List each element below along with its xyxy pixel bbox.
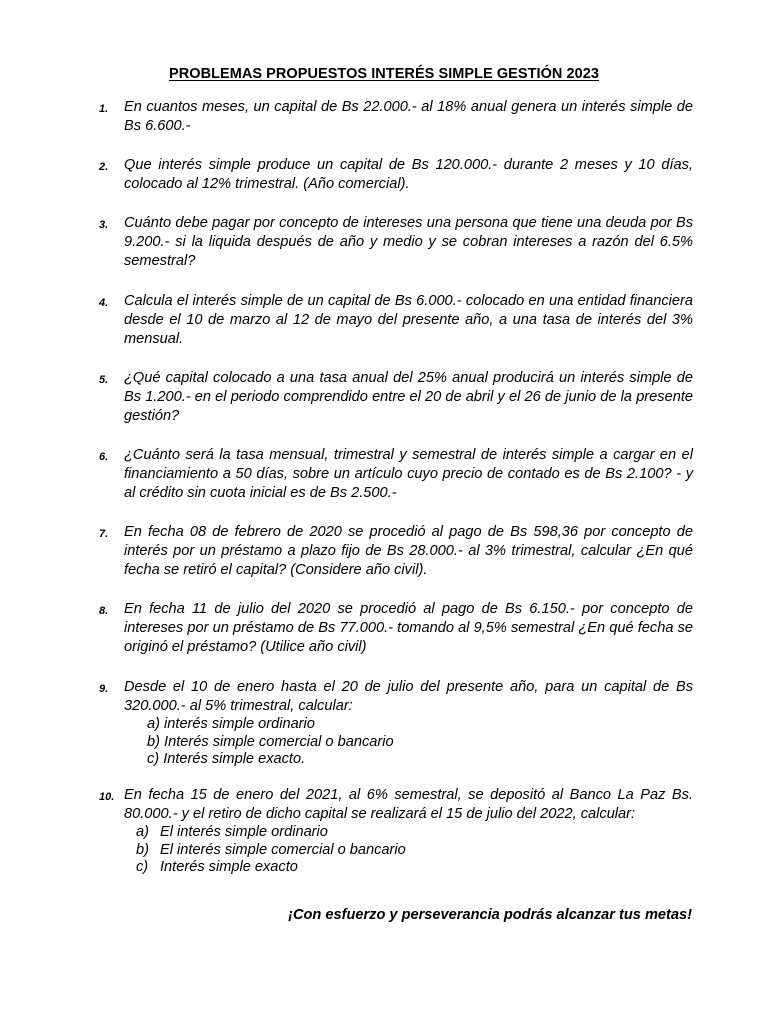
problem-text: Cuánto debe pagar por concepto de intereses una persona que tiene una deuda por Bs 9.200.- si la liquida después de año y medio y se cobran intereses a razón del 6.5% semestral? (124, 215, 693, 269)
problem-number: 2. (99, 161, 109, 173)
problem-number: 6. (99, 451, 109, 463)
problem-text: ¿Qué capital colocado a una tasa anual del 25% anual producirá un interés simple de Bs 1.200.- en el periodo comprendido entre el 20 de abril y el 26 de junio de la presente gestión? (124, 370, 693, 424)
subitem: a) interés simple ordinario (147, 716, 315, 732)
problem-item (99, 214, 693, 271)
problem-number: 3. (99, 219, 109, 231)
subitem-list (147, 716, 693, 769)
subitem (136, 859, 693, 877)
problem-text: En fecha 08 de febrero de 2020 se procedió al pago de Bs 598,36 por concepto de interés por un préstamo a plazo fijo de Bs 28.000.- al 3% trimestral, calcular ¿En qué fecha se retiró el capital? (Considere año civil). (124, 524, 693, 578)
closing-motto: ¡Con esfuerzo y perseverancia podrás alcanzar tus metas! (288, 907, 692, 923)
problem-text: Desde el 10 de enero hasta el 20 de julio del presente año, para un capital de Bs 320.000.- al 5% trimestral, calcular: (124, 679, 693, 714)
problem-item (99, 446, 693, 503)
problem-item (99, 600, 693, 657)
subitem: b) Interés simple comercial o bancario (147, 733, 394, 750)
problem-number: 7. (99, 528, 109, 540)
problem-text: En fecha 15 de enero del 2021, al 6% semestral, se depositó al Banco La Paz Bs. 80.000.- y el retiro de dicho capital se realizará el 15 de julio del 2022, calcular: (124, 787, 693, 822)
problem-item (99, 678, 693, 769)
subitem-text: El interés simple ordinario (160, 824, 328, 840)
problem-number: 9. (99, 683, 109, 695)
subitem-letter: c) (136, 859, 149, 875)
problem-item (99, 292, 693, 349)
subitem-text: Interés simple exacto (160, 859, 298, 875)
problem-item (99, 156, 693, 194)
problem-number: 1. (99, 103, 109, 115)
subitem (136, 842, 693, 860)
problem-text: En cuantos meses, un capital de Bs 22.000.- al 18% anual genera un interés simple de Bs 6.600.- (124, 99, 693, 134)
subitem-text: El interés simple comercial o bancario (160, 841, 406, 858)
problem-text: Que interés simple produce un capital de Bs 120.000.- durante 2 meses y 10 días, colocado al 12% trimestral. (Año comercial). (124, 157, 693, 192)
subitem-list (136, 824, 693, 877)
subitem: c) Interés simple exacto. (147, 751, 306, 767)
problem-text: ¿Cuánto será la tasa mensual, trimestral y semestral de interés simple a cargar en el financiamiento a 50 días, sobre un artículo cuyo precio de contado es de Bs 2.100? - y al crédito sin cuota inicial es de Bs 2.500.- (124, 447, 693, 501)
problem-text: Calcula el interés simple de un capital de Bs 6.000.- colocado en una entidad financiera desde el 10 de marzo al 12 de mayo del presente año, a una tasa de interés del 3% mensual. (124, 293, 693, 347)
subitem-letter: a) (136, 824, 149, 840)
problem-item (99, 523, 693, 580)
problem-item (99, 786, 693, 877)
problem-number: 5. (99, 374, 109, 386)
document-title: PROBLEMAS PROPUESTOS INTERÉS SIMPLE GESTIÓN 2023 (169, 66, 599, 82)
problem-item (99, 369, 693, 426)
subitem (136, 824, 693, 842)
problem-number: 10. (99, 791, 115, 803)
problem-number: 8. (99, 605, 109, 617)
problem-number: 4. (99, 297, 109, 309)
problem-text: En fecha 11 de julio del 2020 se procedió al pago de Bs 6.150.- por concepto de intereses por un préstamo de Bs 77.000.- tomando al 9,5% semestral ¿En qué fecha se originó el préstamo? (Utilice año civil) (124, 601, 693, 655)
subitem-letter: b) (136, 841, 149, 858)
problem-item (99, 98, 693, 136)
